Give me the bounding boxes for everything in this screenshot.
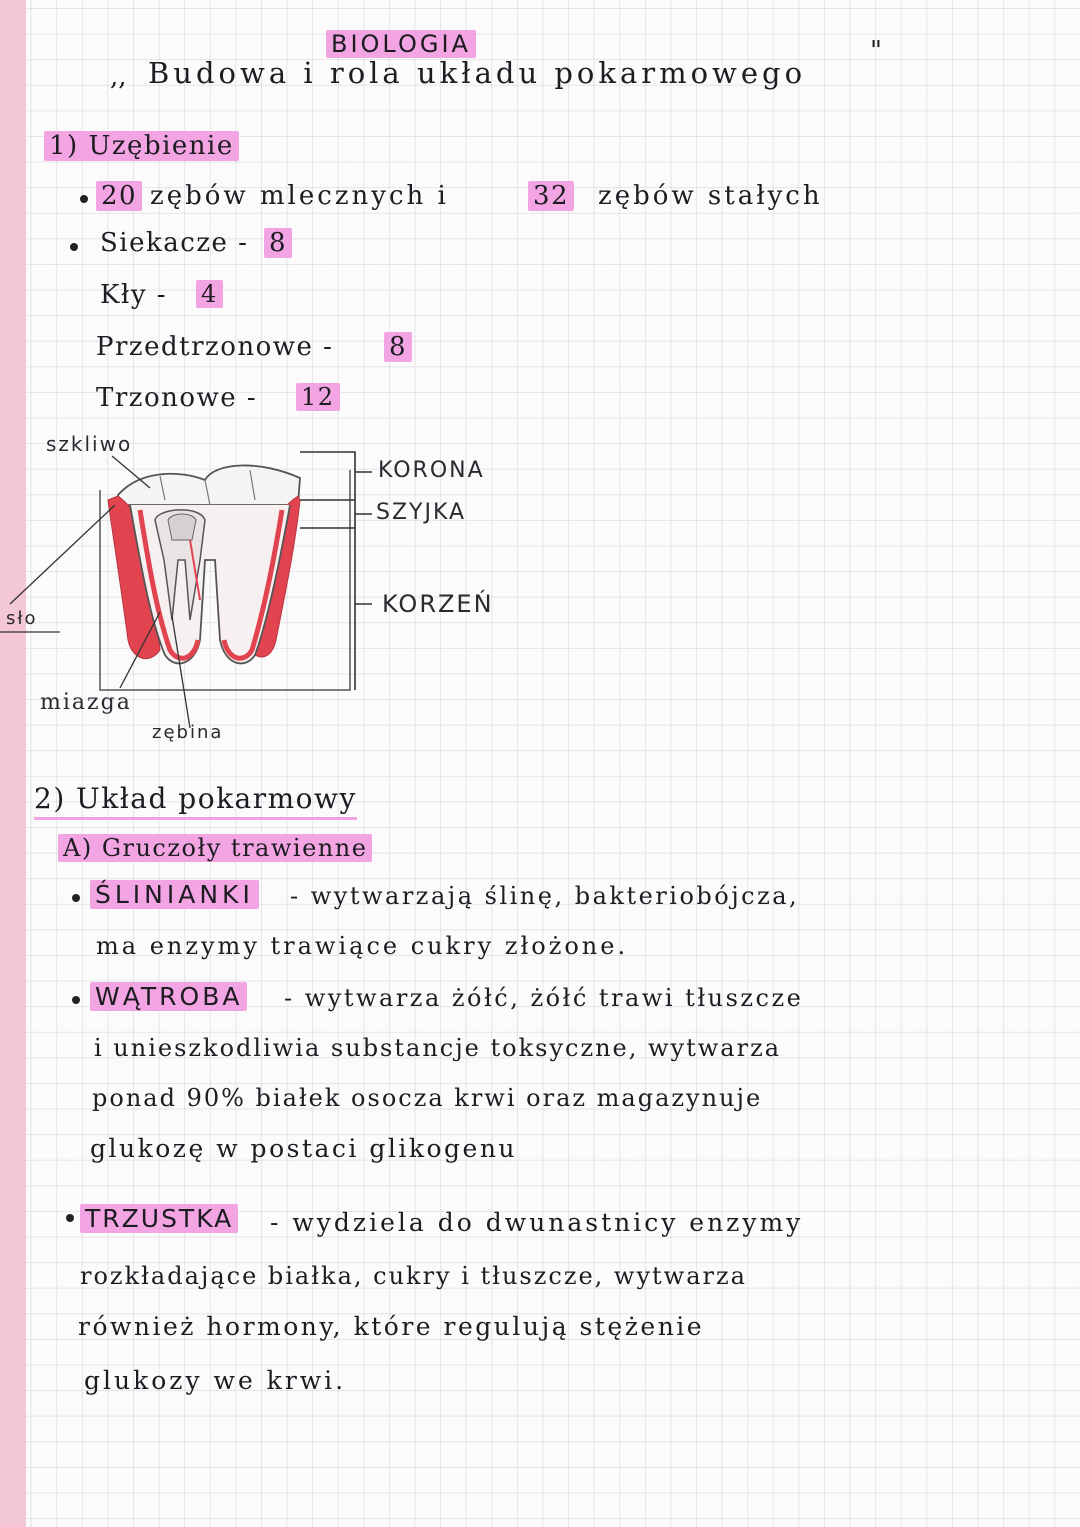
- tooth-type-count: 12: [296, 383, 340, 411]
- quote-open: ,,: [110, 62, 127, 92]
- section-uzebienie-heading: 1) Uzębienie: [44, 131, 239, 161]
- body-line: i unieszkodliwia substancje toksyczne, wytwarza: [94, 1034, 782, 1062]
- body-line: ponad 90% białek osocza krwi oraz magazynuje: [92, 1084, 763, 1112]
- page-title: Budowa i rola układu pokarmowego: [148, 56, 807, 90]
- tooth-type-name: Siekacze -: [100, 228, 249, 258]
- tooth-type-count: 8: [264, 228, 292, 258]
- bullet: [66, 1214, 74, 1222]
- bullet: [72, 894, 80, 902]
- body-line: również hormony, które regulują stężenie: [78, 1312, 705, 1341]
- permanent-teeth-count: 32: [528, 181, 574, 211]
- label-korzen: KORZEŃ: [382, 590, 494, 618]
- milk-teeth-text: zębów mlecznych i: [150, 181, 449, 211]
- label-cut-left: sło: [6, 608, 38, 629]
- body-line: glukozę w postaci glikogenu: [90, 1134, 518, 1163]
- body-line: - wydziela do dwunastnicy enzymy: [270, 1208, 804, 1237]
- tooth-type-name: Przedtrzonowe -: [96, 332, 334, 362]
- body-line: glukozy we krwi.: [84, 1366, 347, 1395]
- subject-label: BIOLOGIA: [326, 30, 476, 58]
- tooth-type-count: 8: [384, 332, 412, 362]
- label-miazga: miazga: [40, 690, 132, 715]
- bullet: [72, 996, 80, 1004]
- tooth-type-name: Kły -: [100, 280, 168, 310]
- term-slinianki: ŚLINIANKI: [90, 880, 259, 909]
- term-watroba: WĄTROBA: [90, 982, 247, 1011]
- label-szyjka: SZYJKA: [376, 500, 467, 525]
- label-zebina: zębina: [152, 722, 224, 743]
- tooth-type-name: Trzonowe -: [96, 383, 258, 413]
- body-line: - wytwarza żółć, żółć trawi tłuszcze: [284, 984, 804, 1012]
- label-szkliwo: szkliwo: [46, 432, 133, 456]
- body-line: rozkładające białka, cukry i tłuszcze, wytwarza: [80, 1262, 747, 1290]
- section-gruczoly-heading: A) Gruczoły trawienne: [58, 834, 372, 862]
- permanent-teeth-text: zębów stałych: [598, 181, 823, 211]
- term-trzustka: TRZUSTKA: [80, 1204, 238, 1233]
- body-line: - wytwarzają ślinę, bakteriobójcza,: [290, 882, 800, 910]
- tooth-type-count: 4: [196, 280, 223, 308]
- section-uklad-heading: 2) Układ pokarmowy: [34, 782, 357, 820]
- quote-close: ": [870, 36, 882, 66]
- milk-teeth-count: 20: [96, 181, 142, 211]
- label-korona: KORONA: [378, 458, 485, 483]
- body-line: ma enzymy trawiące cukry złożone.: [96, 932, 629, 960]
